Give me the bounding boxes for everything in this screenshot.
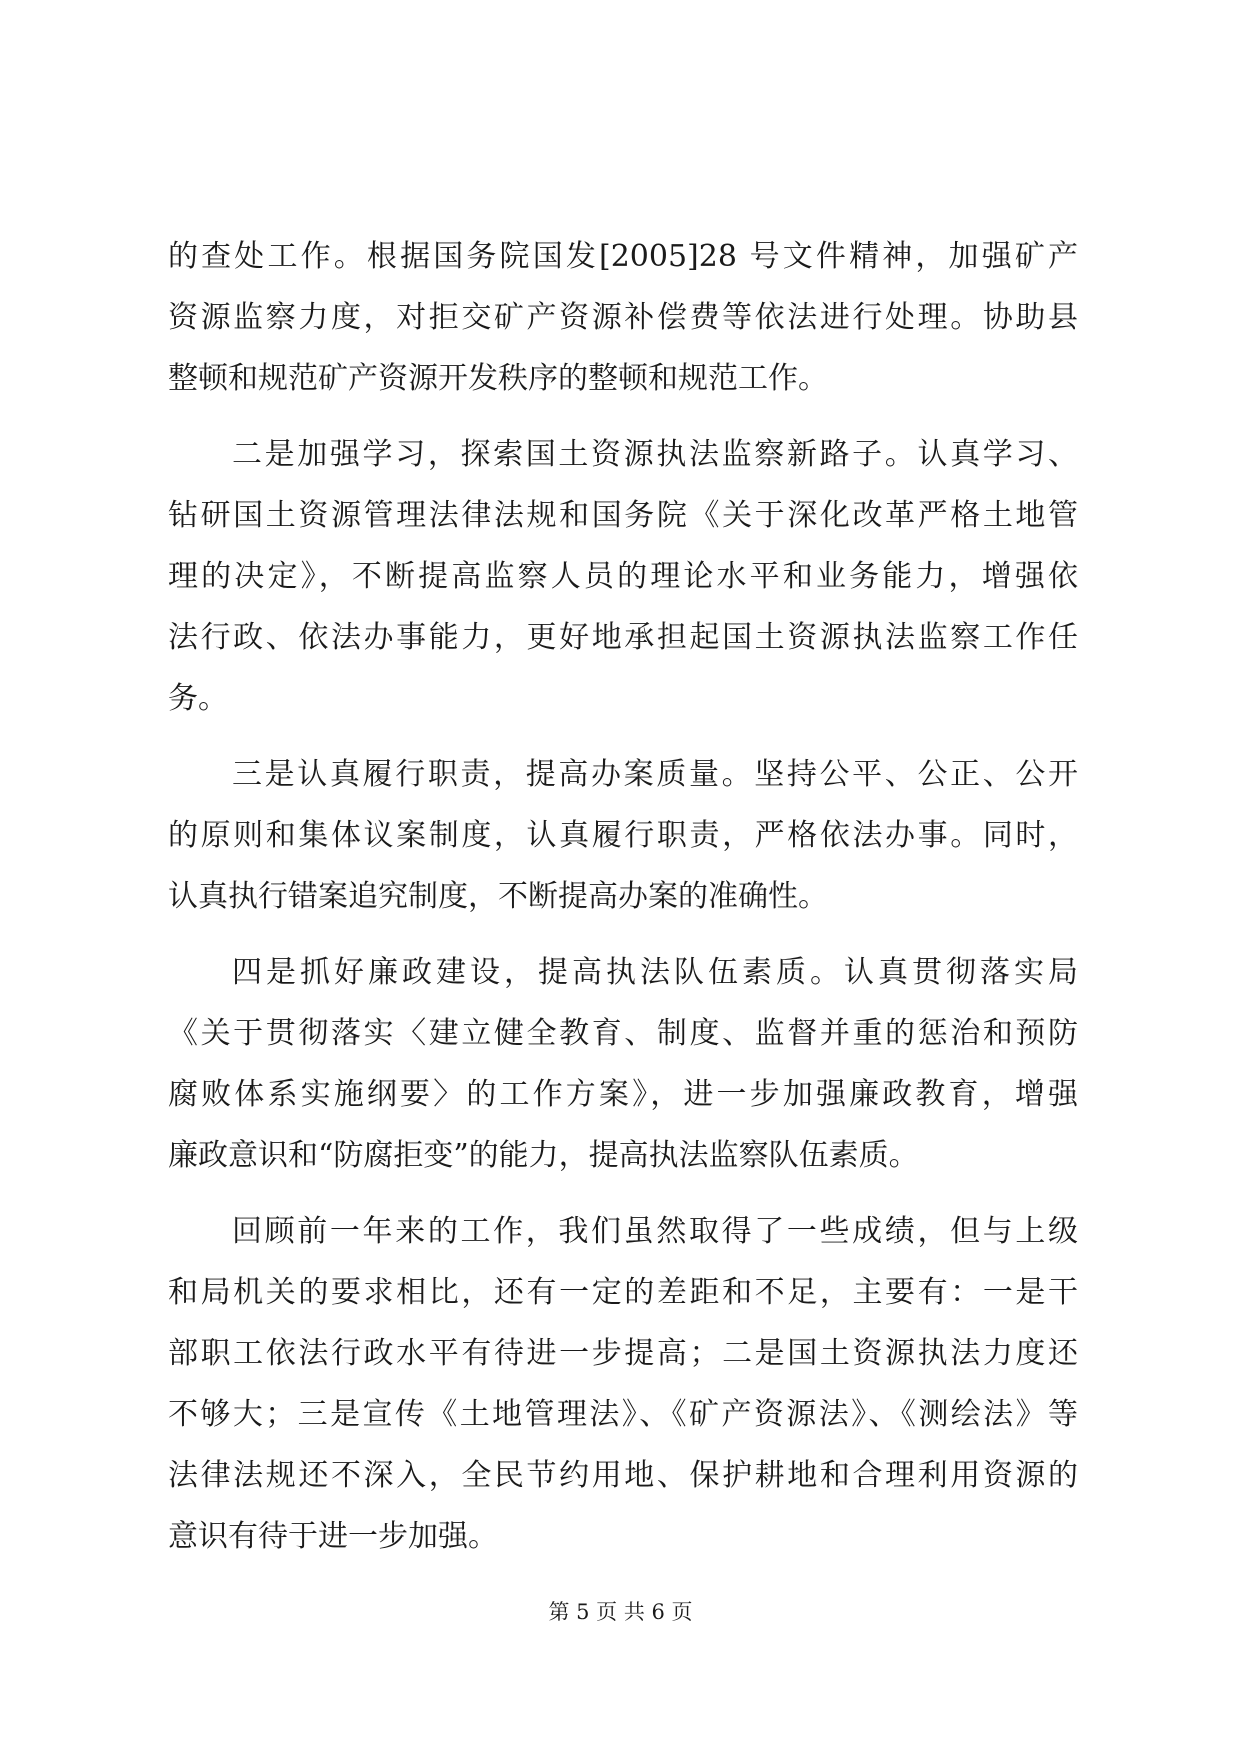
text-line: 法行政、依法办事能力，更好地承担起国土资源执法监察工作任 xyxy=(168,620,1078,655)
text-line: 的查处工作。根据国务院国发[2005]28 号文件精神，加强矿产 xyxy=(168,239,1078,274)
paragraph-spacer xyxy=(168,1186,1078,1201)
text-line: 法律法规还不深入，全民节约用地、保护耕地和合理利用资源的 xyxy=(168,1458,1078,1493)
text-line: 三是认真履行职责，提高办案质量。坚持公平、公正、公开 xyxy=(232,757,1078,792)
paragraph-spacer xyxy=(168,927,1078,942)
paragraph-5 xyxy=(168,1201,1078,1567)
text-line: 廉政意识和“防腐拒变”的能力，提高执法监察队伍素质。 xyxy=(168,1138,919,1173)
text-line: 意识有待于进一步加强。 xyxy=(168,1519,498,1554)
text-line: 理的决定》，不断提高监察人员的理论水平和业务能力，增强依 xyxy=(168,559,1078,594)
text-line: 不够大；三是宣传《土地管理法》、《矿产资源法》、《测绘法》等 xyxy=(168,1397,1078,1432)
text-line: 的原则和集体议案制度，认真履行职责，严格依法办事。同时， xyxy=(168,818,1078,853)
text-line: 腐败体系实施纲要〉的工作方案》，进一步加强廉政教育，增强 xyxy=(168,1077,1078,1112)
text-line: 认真执行错案追究制度，不断提高办案的准确性。 xyxy=(168,879,828,914)
text-line: 整顿和规范矿产资源开发秩序的整顿和规范工作。 xyxy=(168,361,828,396)
document-body xyxy=(168,226,1078,1567)
text-line: 四是抓好廉政建设，提高执法队伍素质。认真贯彻落实局 xyxy=(232,955,1078,990)
text-line: 回顾前一年来的工作，我们虽然取得了一些成绩，但与上级 xyxy=(232,1214,1078,1249)
paragraph-spacer xyxy=(168,729,1078,744)
paragraph-1 xyxy=(168,226,1078,409)
text-line: 《关于贯彻落实〈建立健全教育、制度、监督并重的惩治和预防 xyxy=(168,1016,1078,1051)
text-line: 二是加强学习，探索国土资源执法监察新路子。认真学习、 xyxy=(232,437,1078,472)
paragraph-spacer xyxy=(168,409,1078,424)
page-number-footer: 第 5 页 共 6 页 xyxy=(548,1600,693,1624)
text-line: 部职工依法行政水平有待进一步提高；二是国土资源执法力度还 xyxy=(168,1336,1078,1371)
paragraph-3 xyxy=(168,744,1078,927)
text-line: 和局机关的要求相比，还有一定的差距和不足，主要有：一是干 xyxy=(168,1275,1078,1310)
paragraph-4 xyxy=(168,942,1078,1186)
paragraph-2 xyxy=(168,424,1078,729)
text-line: 资源监察力度，对拒交矿产资源补偿费等依法进行处理。协助县 xyxy=(168,300,1078,335)
text-line: 务。 xyxy=(168,681,228,716)
text-line: 钻研国土资源管理法律法规和国务院《关于深化改革严格土地管 xyxy=(168,498,1078,533)
